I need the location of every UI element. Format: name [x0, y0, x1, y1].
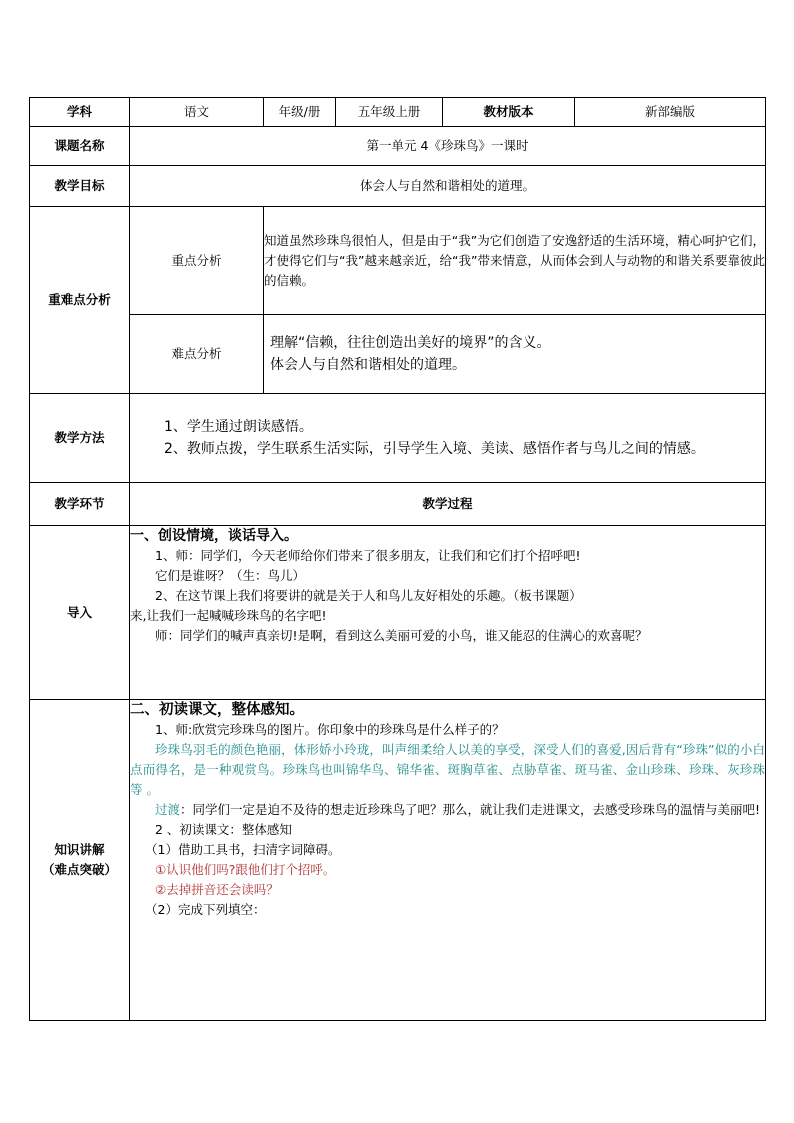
teaching-goal-row — [30, 166, 766, 207]
knowledge-label: 知识讲解 — [54, 842, 105, 857]
teaching-stage-label: 教学环节 — [30, 483, 130, 526]
knowledge-sublabel: （难点突破） — [41, 862, 117, 877]
teaching-method-row — [30, 394, 766, 483]
difficult-analysis-line-2: 体会人与自然和谐相处的道理。 — [270, 357, 466, 373]
knowledge-label-cell — [30, 700, 130, 1021]
knowledge-sub-2: （2）完成下列填空： — [145, 902, 266, 917]
knowledge-question-1: 1、师:欣赏完珍珠鸟的图片。你印象中的珍珠鸟是什么样子的？ — [155, 722, 505, 737]
lesson-plan-table — [29, 97, 766, 1021]
transition-text: ：同学们一定是迫不及待的想走近珍珠鸟了吧？那么，就让我们走进课文，去感受珍珠鸟的温情与美丽吧! — [180, 802, 761, 817]
knowledge-cell — [130, 700, 766, 1021]
difficult-analysis-row — [30, 315, 766, 394]
teaching-goal-label: 教学目标 — [30, 166, 130, 207]
subject-label: 学科 — [30, 98, 130, 127]
introduction-label: 导入 — [30, 526, 130, 700]
introduction-para-2: 它们是谁呀？（生：鸟儿） — [155, 568, 306, 583]
teaching-goal-value: 体会人与自然和谐相处的道理。 — [130, 166, 766, 207]
teaching-method-cell — [130, 394, 766, 483]
knowledge-heading: 二、初读课文，整体感知。 — [130, 702, 304, 718]
difficult-analysis-cell — [264, 315, 766, 394]
teaching-method-label: 教学方法 — [30, 394, 130, 483]
transition-prefix: 过渡 — [155, 802, 181, 817]
knowledge-sub-1: （1）借助工具书，扫清字词障碍。 — [145, 842, 341, 857]
subject-value: 语文 — [130, 98, 264, 127]
introduction-cell — [130, 526, 766, 700]
lesson-title-value: 第一单元 4《珍珠鸟》一课时 — [130, 127, 766, 166]
analysis-label: 重难点分析 — [30, 207, 130, 394]
introduction-row — [30, 526, 766, 700]
difficult-analysis-line-1: 理解“信赖，往往创造出美好的境界”的含义。 — [270, 335, 551, 351]
edition-label: 教材版本 — [443, 98, 575, 127]
knowledge-reading-1: ①认识他们吗?跟他们打个招呼。 — [155, 862, 336, 877]
lesson-title-label: 课题名称 — [30, 127, 130, 166]
knowledge-reading-2: ②去掉拼音还会读吗？ — [155, 882, 279, 897]
teaching-process-label: 教学过程 — [130, 483, 766, 526]
header-row — [30, 98, 766, 127]
lesson-title-row — [30, 127, 766, 166]
teaching-stage-row — [30, 483, 766, 526]
grade-label: 年级/册 — [264, 98, 336, 127]
knowledge-step-2: 2 、初读课文：整体感知 — [155, 822, 292, 837]
grade-value: 五年级上册 — [336, 98, 443, 127]
key-analysis-text: 知道虽然珍珠鸟很怕人，但是由于“我”为它们创造了安逸舒适的生活环境，精心呵护它们，才使得它们与“我”越来越亲近，给“我”带来情意，从而体会到人与动物的和谐关系要靠彼此的信赖。 — [264, 207, 766, 315]
knowledge-row — [30, 700, 766, 1021]
introduction-para-5: 师：同学们的喊声真亲切!是啊，看到这么美丽可爱的小鸟，谁又能忍的住满心的欢喜呢？ — [155, 628, 648, 643]
key-analysis-row — [30, 207, 766, 315]
key-analysis-label: 重点分析 — [130, 207, 264, 315]
edition-value: 新部编版 — [575, 98, 766, 127]
difficult-analysis-label: 难点分析 — [130, 315, 264, 394]
introduction-heading: 一、创设情境，谈话导入。 — [130, 528, 298, 544]
teaching-method-line-1: 1、学生通过朗读感悟。 — [164, 419, 313, 435]
introduction-para-3: 2、在这节课上我们将要讲的就是关于人和鸟儿友好相处的乐趣。（板书课题） — [155, 588, 582, 603]
pearl-bird-description: 珍珠鸟羽毛的颜色艳丽，体形娇小玲珑，叫声细柔给人以美的享受，深受人们的喜爱,因后背有“珍珠”似的小白点而得名，是一种观赏鸟。珍珠鸟也叫锦华鸟、锦华雀、斑胸草雀、点胁草雀、斑马雀、金山珍珠、珍珠、灰珍珠等 。 — [130, 742, 765, 797]
introduction-para-4: 来,让我们一起喊喊珍珠鸟的名字吧! — [130, 608, 327, 623]
introduction-para-1: 1、师：同学们，今天老师给你们带来了很多朋友，让我们和它们打个招呼吧! — [155, 548, 581, 563]
knowledge-transition — [130, 800, 765, 820]
teaching-method-line-2: 2、教师点拨，学生联系生活实际，引导学生入境、美读、感悟作者与鸟儿之间的情感。 — [164, 441, 705, 457]
